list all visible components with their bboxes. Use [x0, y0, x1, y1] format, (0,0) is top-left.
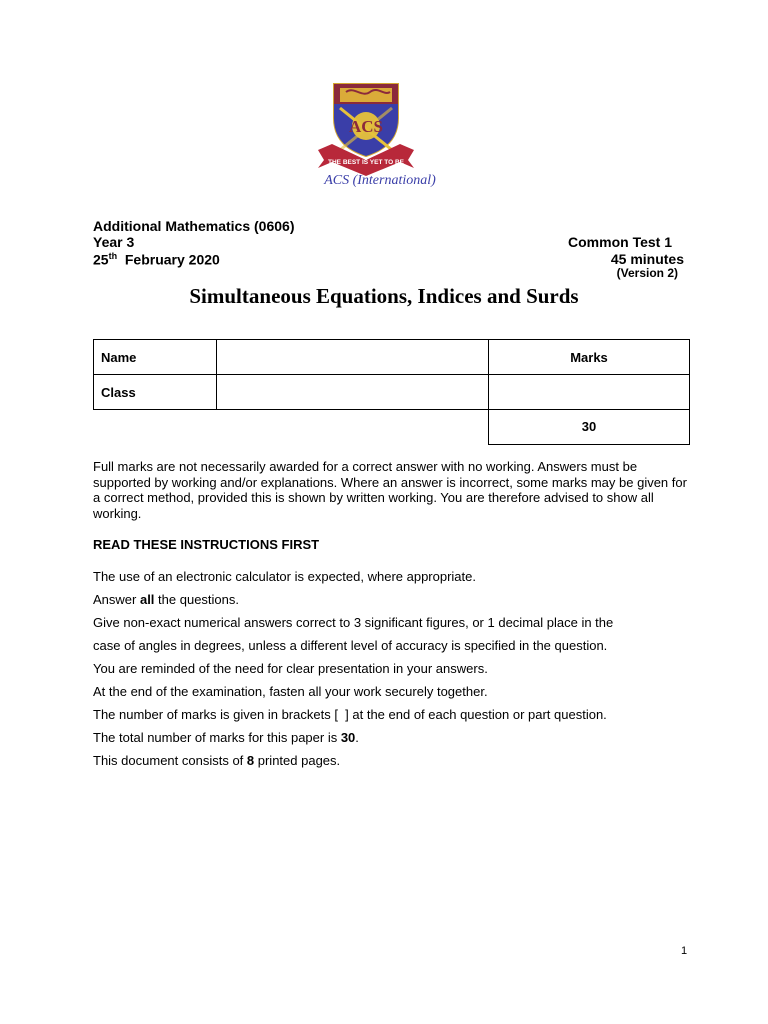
crest-motto: THE BEST IS YET TO BE [328, 159, 404, 166]
year-level: Year 3 [93, 234, 135, 250]
page-number: 1 [681, 945, 688, 957]
instruction-answer-all [93, 592, 239, 607]
page-title: Simultaneous Equations, Indices and Surds [189, 284, 579, 308]
student-info-table [93, 339, 690, 445]
instruction-page-count [93, 753, 340, 768]
instruction-brackets: The number of marks is given in brackets [ ] at the end of each question or part question. [93, 707, 607, 722]
instruction-fasten: At the end of the examination, fasten all your work securely together. [93, 684, 488, 699]
pages-bold: 8 [246, 753, 255, 768]
test-name: Common Test 1 [568, 234, 672, 250]
class-field[interactable] [217, 375, 489, 410]
instruction-accuracy-1: Give non-exact numerical answers correct to 3 significant figures, or 1 decimal place in the [93, 615, 614, 630]
table-row [94, 410, 690, 445]
working-note: Full marks are not necessarily awarded for a correct answer with no working. Answers must be supported by working and/or explanations. Where an answer is incorrect, some marks may be given for a correct method, provided this is shown by written working. You are therefore advised to show all working. [93, 459, 687, 521]
name-label: Name [94, 340, 217, 375]
instructions-heading: READ THESE INSTRUCTIONS FIRST [93, 537, 320, 552]
school-crest-logo [318, 80, 438, 192]
table-row [94, 375, 690, 410]
instruction-total-marks [93, 730, 359, 745]
total-post: . [355, 730, 359, 745]
total-marks: 30 [489, 410, 690, 445]
date-month-year: February 2020 [117, 251, 220, 268]
table-row [94, 340, 690, 375]
subject-code: Additional Mathematics (0606) [93, 218, 295, 234]
answer-post: the questions. [154, 592, 239, 607]
date-suffix: th [108, 251, 118, 261]
exam-date [93, 251, 220, 268]
pages-post: printed pages. [254, 753, 341, 768]
answer-bold: all [139, 592, 155, 607]
instruction-calculator: The use of an electronic calculator is expected, where appropriate. [93, 569, 476, 584]
school-name: ACS (International) [324, 173, 436, 188]
class-label: Class [94, 375, 217, 410]
total-bold: 30 [340, 730, 356, 745]
marks-label: Marks [489, 340, 690, 375]
test-duration: 45 minutes [610, 251, 684, 267]
answer-pre: Answer [93, 592, 140, 607]
marks-field[interactable] [489, 375, 690, 410]
name-field[interactable] [217, 340, 489, 375]
pages-pre: This document consists of [93, 753, 247, 768]
instruction-presentation: You are reminded of the need for clear presentation in your answers. [93, 661, 488, 676]
date-day: 25 [93, 251, 109, 268]
instruction-accuracy-2: case of angles in degrees, unless a different level of accuracy is specified in the question. [93, 638, 608, 653]
crest-monogram: ACS [348, 117, 384, 136]
test-version: (Version 2) [616, 266, 678, 280]
total-pre: The total number of marks for this paper is [93, 730, 341, 745]
